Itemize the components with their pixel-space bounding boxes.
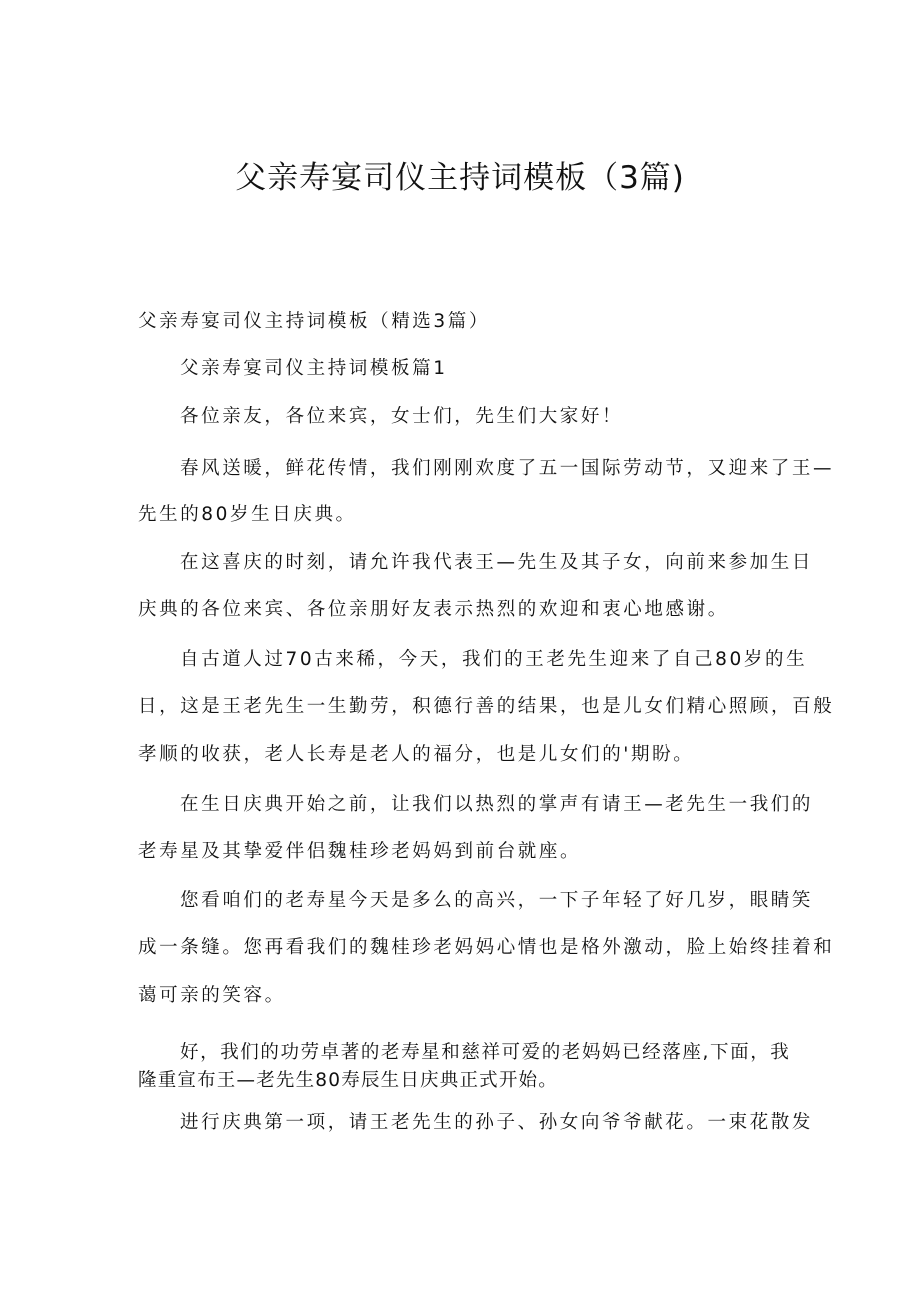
paragraph-line: 在生日庆典开始之前，让我们以热烈的掌声有请王—老先生一我们的 [180,794,814,815]
document-title: 父亲寿宴司仪主持词模板（3篇) [235,160,685,196]
paragraph-line: 好，我们的功劳卓著的老寿星和慈祥可爱的老妈妈已经落座,下面，我 [180,1042,790,1063]
paragraph-line: 庆典的各位来宾、各位亲朋好友表示热烈的欢迎和衷心地感谢。 [138,599,729,620]
paragraph-line: 进行庆典第一项，请王老先生的孙子、孙女向爷爷献花。一束花散发 [180,1112,814,1133]
document-subtitle: 父亲寿宴司仪主持词模板（精选3篇） [138,311,490,332]
paragraph-line: 各位亲友，各位来宾，女士们，先生们大家好！ [180,406,624,427]
paragraph-line: 孝顺的收获，老人长寿是老人的福分，也是儿女们的'期盼。 [138,744,695,765]
paragraph-line: 在这喜庆的时刻，请允许我代表王—先生及其子女，向前来参加生日 [180,552,814,573]
paragraph-line: 自古道人过70古来稀，今天，我们的王老先生迎来了自己80岁的生 [180,649,808,670]
paragraph-line: 成一条缝。您再看我们的魏桂珍老妈妈心情也是格外激动，脸上始终挂着和 [138,937,835,958]
paragraph-line: 春风送暖，鲜花传情，我们刚刚欢度了五一国际劳动节，又迎来了王— [180,458,835,479]
paragraph-line: 蔼可亲的笑容。 [138,985,286,1006]
paragraph-line: 您看咱们的老寿星今天是多么的高兴，一下子年轻了好几岁，眼睛笑 [180,890,814,911]
section-heading: 父亲寿宴司仪主持词模板篇1 [180,358,448,379]
paragraph-line: 先生的80岁生日庆典。 [138,504,357,525]
paragraph-line: 隆重宣布王—老先生80寿辰生日庆典正式开始。 [138,1070,558,1091]
paragraph-line: 老寿星及其挚爱伴侣魏桂珍老妈妈到前台就座。 [138,841,582,862]
paragraph-line: 日，这是王老先生一生勤劳，积德行善的结果，也是儿女们精心照顾，百般 [138,696,835,717]
